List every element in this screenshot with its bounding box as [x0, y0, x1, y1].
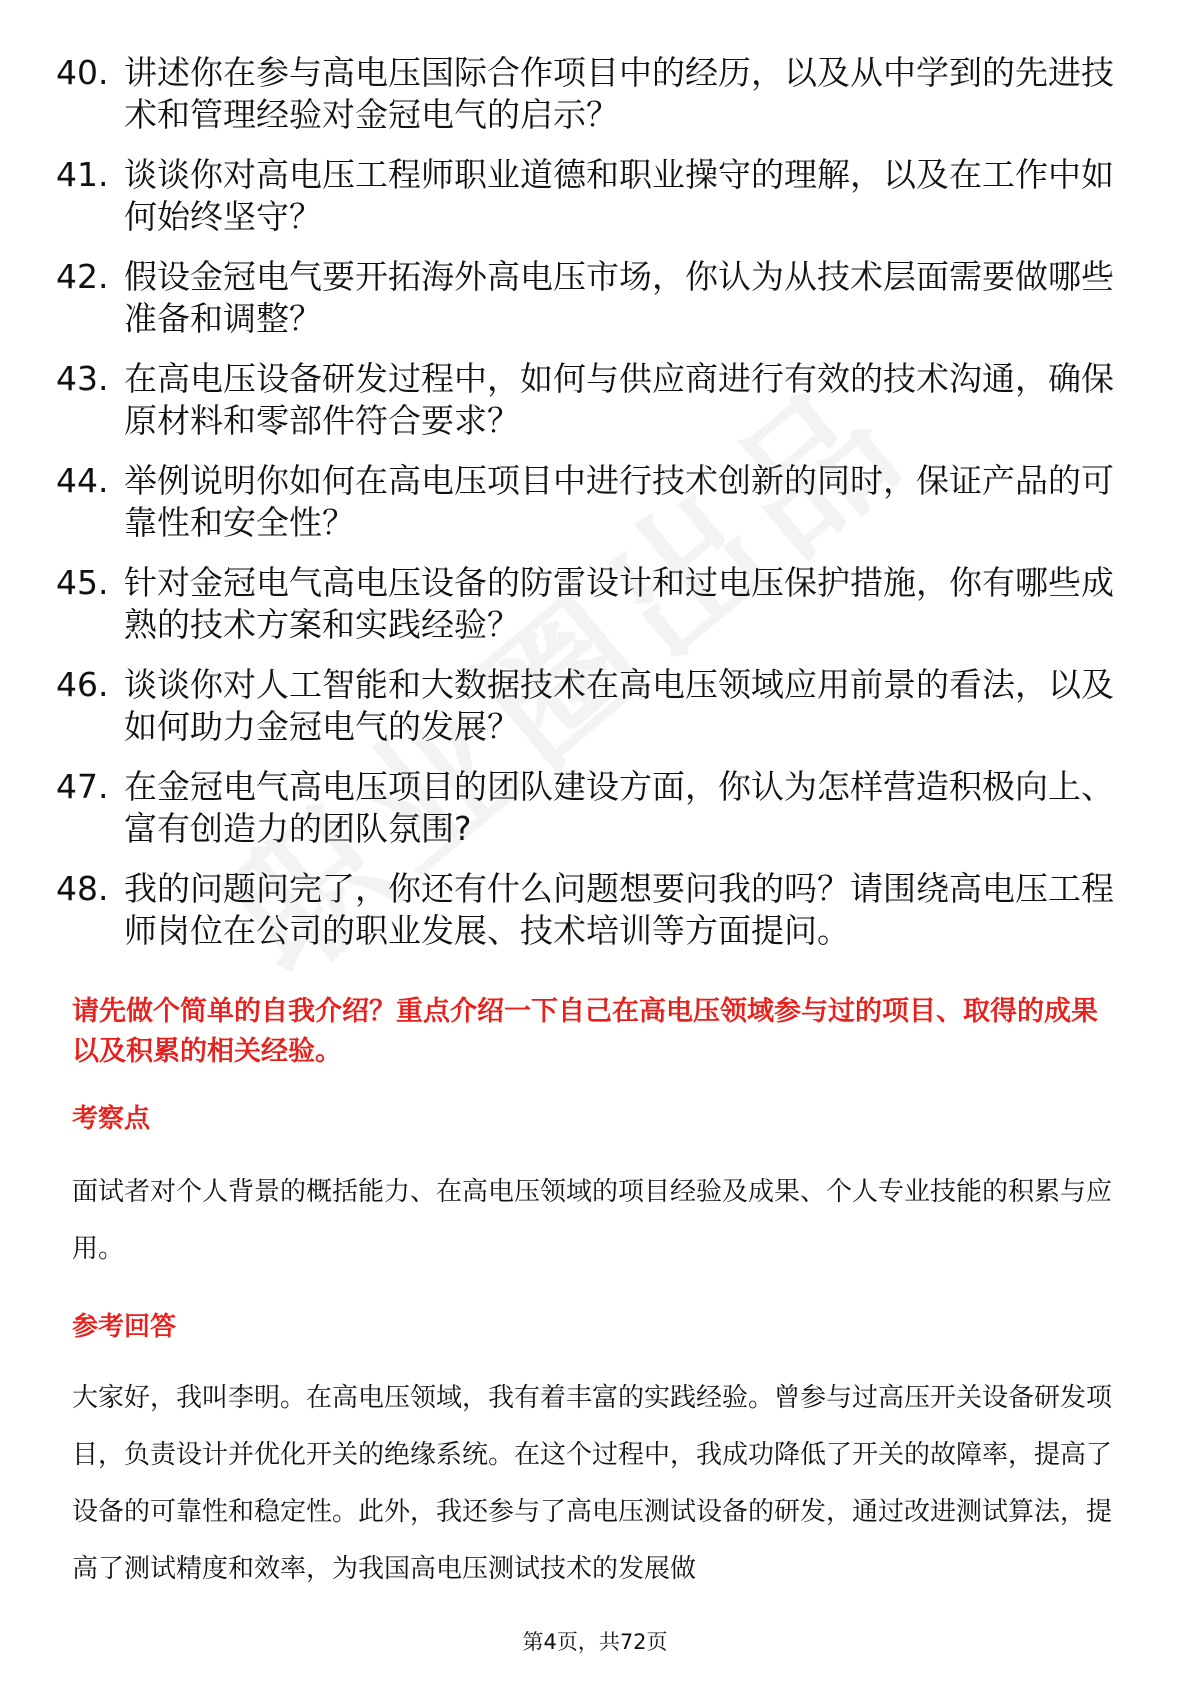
question-text: 谈谈你对高电压工程师职业道德和职业操守的理解，以及在工作中如何始终坚守？ [124, 155, 1114, 236]
question-text: 在高电压设备研发过程中，如何与供应商进行有效的技术沟通，确保原材料和零部件符合要求？ [124, 359, 1114, 440]
question-item [56, 358, 1116, 442]
question-number: 43. [56, 359, 109, 398]
page-number: 第4页，共72页 [522, 1630, 668, 1654]
question-number: 45. [56, 563, 109, 602]
question-number: 40. [56, 53, 109, 92]
question-item [56, 664, 1116, 748]
question-text: 讲述你在参与高电压国际合作项目中的经历，以及从中学到的先进技术和管理经验对金冠电气的启示？ [124, 53, 1114, 134]
question-number: 46. [56, 665, 109, 704]
featured-question: 请先做个简单的自我介绍？重点介绍一下自己在高电压领域参与过的项目、取得的成果以及积累的相关经验。 [72, 996, 1098, 1067]
reference-label: 参考回答 [72, 1312, 177, 1342]
question-number: 48. [56, 869, 109, 908]
question-list [56, 52, 1116, 970]
question-item [56, 154, 1116, 238]
assessment-text: 面试者对个人背景的概括能力、在高电压领域的项目经验及成果、个人专业技能的积累与应用。 [72, 1177, 1113, 1264]
reference-text: 大家好，我叫李明。在高电压领域，我有着丰富的实践经验。曾参与过高压开关设备研发项目，负责设计并优化开关的绝缘系统。在这个过程中，我成功降低了开关的故障率，提高了设备的可靠性和稳定性。此外，我还参与了高电压测试设备的研发，通过改进测试算法，提高了测试精度和效率，为我国高电压测试技术的发展做 [72, 1383, 1113, 1584]
question-number: 42. [56, 257, 109, 296]
question-item [56, 766, 1116, 850]
question-number: 44. [56, 461, 109, 500]
question-number: 41. [56, 155, 109, 194]
assessment-label: 考察点 [72, 1104, 151, 1134]
question-text: 我的问题问完了，你还有什么问题想要问我的吗？请围绕高电压工程师岗位在公司的职业发展、技术培训等方面提问。 [124, 869, 1114, 950]
question-item [56, 868, 1116, 952]
question-item [56, 256, 1116, 340]
question-text: 针对金冠电气高电压设备的防雷设计和过电压保护措施，你有哪些成熟的技术方案和实践经验？ [124, 563, 1114, 644]
question-number: 47. [56, 767, 109, 806]
question-text: 假设金冠电气要开拓海外高电压市场，你认为从技术层面需要做哪些准备和调整？ [124, 257, 1114, 338]
question-item [56, 562, 1116, 646]
question-text: 举例说明你如何在高电压项目中进行技术创新的同时，保证产品的可靠性和安全性？ [124, 461, 1114, 542]
question-item [56, 460, 1116, 544]
question-item [56, 52, 1116, 136]
question-text: 在金冠电气高电压项目的团队建设方面，你认为怎样营造积极向上、富有创造力的团队氛围? [124, 767, 1114, 848]
question-text: 谈谈你对人工智能和大数据技术在高电压领域应用前景的看法，以及如何助力金冠电气的发展？ [124, 665, 1114, 746]
